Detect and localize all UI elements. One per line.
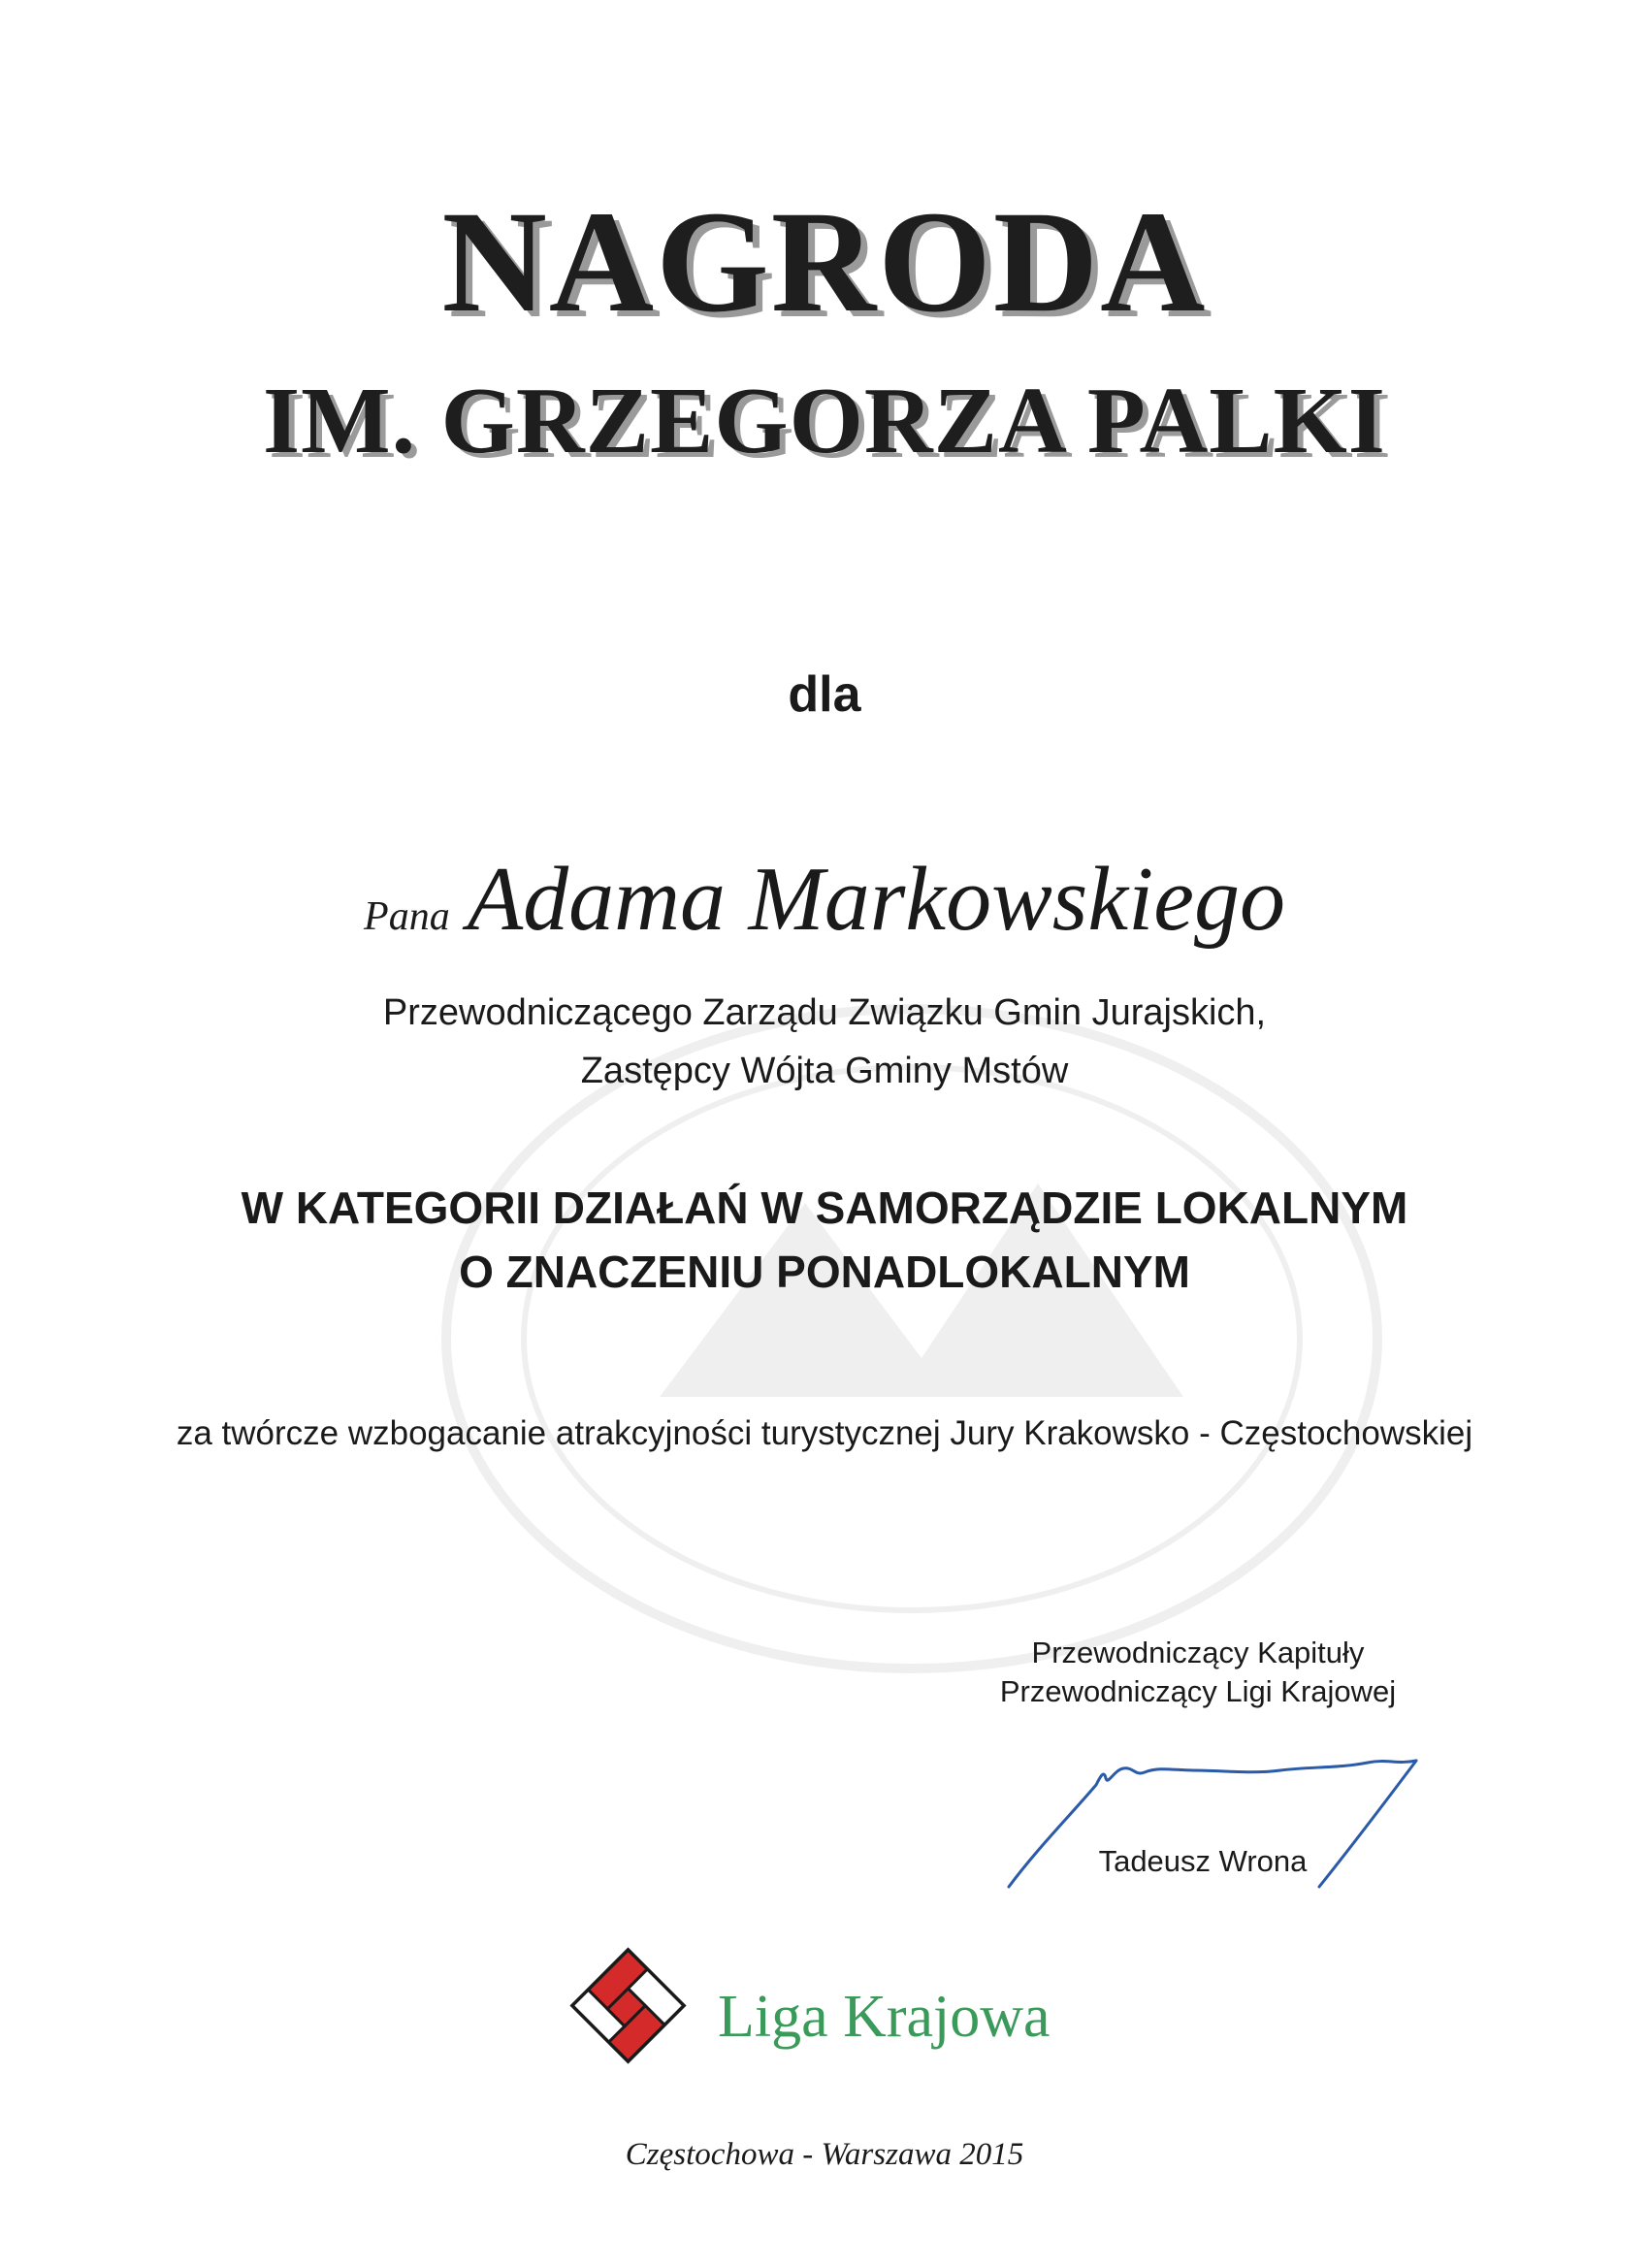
footer-place-date: Częstochowa - Warszawa 2015 [625,2137,1024,2172]
award-reason: za twórcze wzbogacanie atrakcyjności turystycznej Jury Krakowsko - Częstochowskiej [176,1414,1473,1452]
signatory-title-2: Przewodniczący Ligi Krajowej [999,1674,1397,1708]
recipient-line [0,849,1649,950]
recipient-honorific: Pana [364,894,450,939]
award-subtitle: IM. GRZEGORZA PALKI [263,369,1386,473]
award-title: NAGRODA [441,181,1208,342]
liga-krajowa-logo-icon [567,1945,689,2066]
signatory-name: Tadeusz Wrona [1098,1844,1308,1878]
for-label: dla [788,666,861,723]
recipient-name: Adama Markowskiego [467,849,1285,950]
organization-name: Liga Krajowa [718,1984,1051,2050]
award-category-line-2: O ZNACZENIU PONADLOKALNYM [459,1247,1190,1297]
recipient-position-2: Zastępcy Wójta Gminy Mstów [580,1051,1069,1091]
signatory-title-1: Przewodniczący Kapituły [1031,1636,1365,1669]
watermark-seal [417,989,1406,1688]
recipient-position-1: Przewodniczącego Zarządu Związku Gmin Jurajskich, [382,992,1267,1033]
award-category-line-1: W KATEGORII DZIAŁAŃ W SAMORZĄDZIE LOKALNYM [241,1183,1408,1233]
